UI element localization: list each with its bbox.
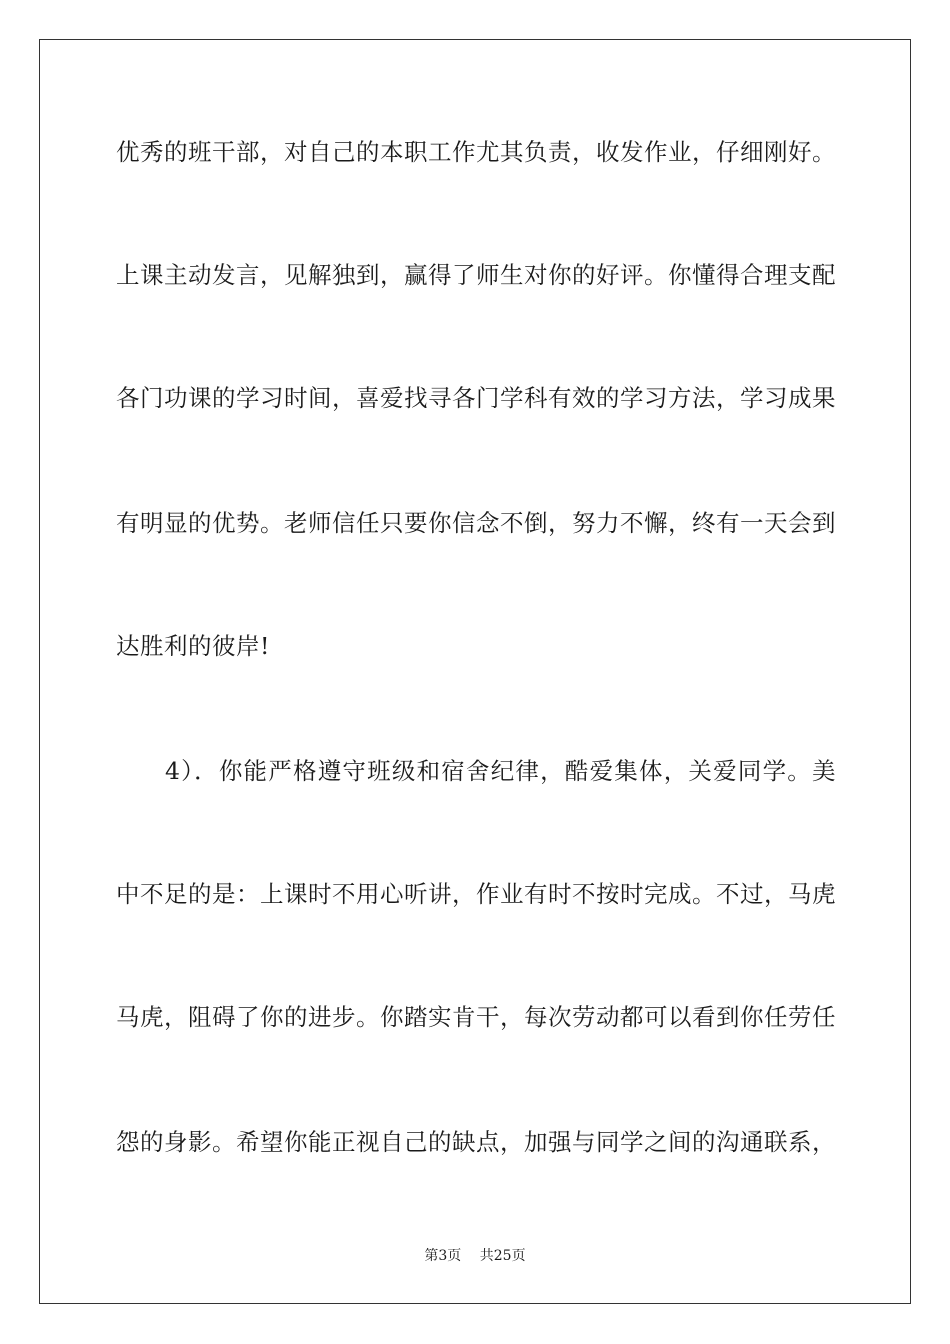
page-border	[39, 39, 911, 1304]
page-footer	[0, 1246, 950, 1266]
text-line-5: 达胜利的彼岸!	[116, 632, 270, 660]
text-line-7: 中不足的是：上课时不用心听讲，作业有时不按时完成。不过，马虎	[116, 880, 836, 908]
text-line-6: 4）．你能严格遵守班级和宿舍纪律，酷爱集体，关爱同学。美	[165, 757, 836, 785]
text-line-3: 各门功课的学习时间，喜爱找寻各门学科有效的学习方法，学习成果	[116, 384, 836, 412]
text-line-1: 优秀的班干部，对自己的本职工作尤其负责，收发作业，仔细刚好。	[116, 138, 836, 166]
text-line-4: 有明显的优势。老师信任只要你信念不倒，努力不懈，终有一天会到	[116, 509, 836, 537]
text-line-8: 马虎，阻碍了你的进步。你踏实肯干，每次劳动都可以看到你任劳任	[116, 1003, 836, 1031]
page-number: 第3页	[424, 1248, 462, 1264]
text-line-2: 上课主动发言，见解独到，赢得了师生对你的好评。你懂得合理支配	[116, 261, 836, 289]
page-total: 共25页	[479, 1248, 526, 1264]
text-line-9: 怨的身影。希望你能正视自己的缺点，加强与同学之间的沟通联系，	[116, 1128, 836, 1156]
